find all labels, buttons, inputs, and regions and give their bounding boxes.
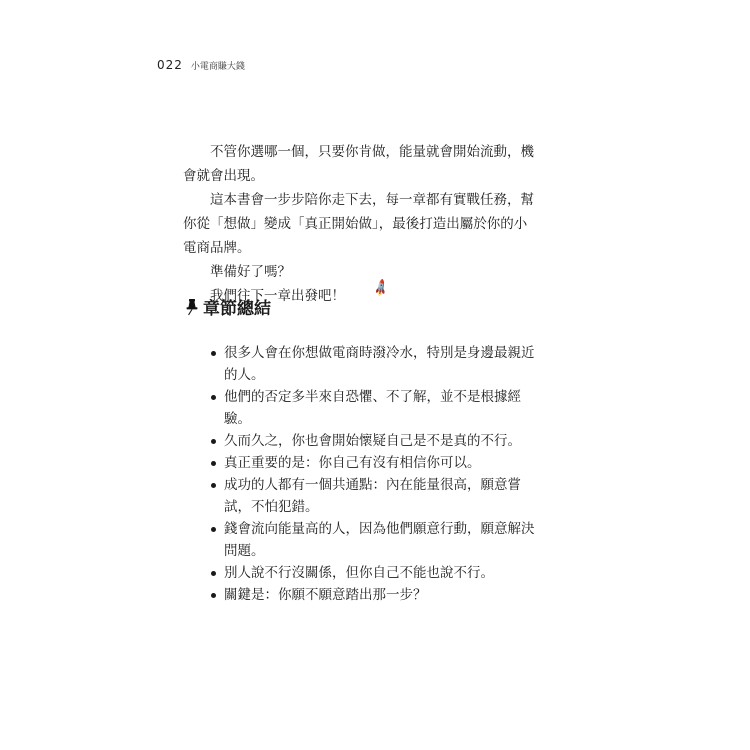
paragraph: 準備好了嗎？: [210, 264, 291, 280]
section-heading-text: 章節總結: [203, 299, 271, 319]
list-item: 真正重要的是：你自己有沒有相信你可以。: [210, 452, 540, 474]
paragraph: 這本書會一步步陪你走下去，每一章都有實戰任務，幫你從「想做」變成「真正開始做」，最後打造出屬於你的小電商品牌。: [183, 192, 534, 256]
paragraph-closing-text: 我們往下一章出發吧！: [210, 288, 345, 304]
list-item: 他們的否定多半來自恐懼、不了解，並不是根據經驗。: [210, 386, 540, 430]
section-heading: [183, 294, 271, 319]
list-item: 很多人會在你想做電商時潑冷水，特別是身邊最親近的人。: [210, 342, 540, 386]
list-item: 成功的人都有一個共通點：內在能量很高，願意嘗試，不怕犯錯。: [210, 474, 540, 518]
paragraph: 不管你選哪一個，只要你肯做，能量就會開始流動，機會就會出現。: [183, 144, 534, 184]
list-item: 關鍵是：你願不願意踏出那一步？: [210, 584, 540, 606]
list-item: 別人說不行沒關係，但你自己不能也說不行。: [210, 562, 540, 584]
body-text: [183, 140, 538, 308]
page-header: [157, 58, 245, 72]
rocket-icon: 🚀: [370, 278, 392, 299]
list-item: 錢會流向能量高的人，因為他們願意行動，願意解決問題。: [210, 518, 540, 562]
running-title: 小電商賺大錢: [190, 62, 245, 72]
list-item: 久而久之，你也會開始懷疑自己是不是真的不行。: [210, 430, 540, 452]
pushpin-icon: [183, 298, 199, 316]
summary-list: [210, 342, 540, 606]
page-number: 022: [157, 58, 183, 72]
